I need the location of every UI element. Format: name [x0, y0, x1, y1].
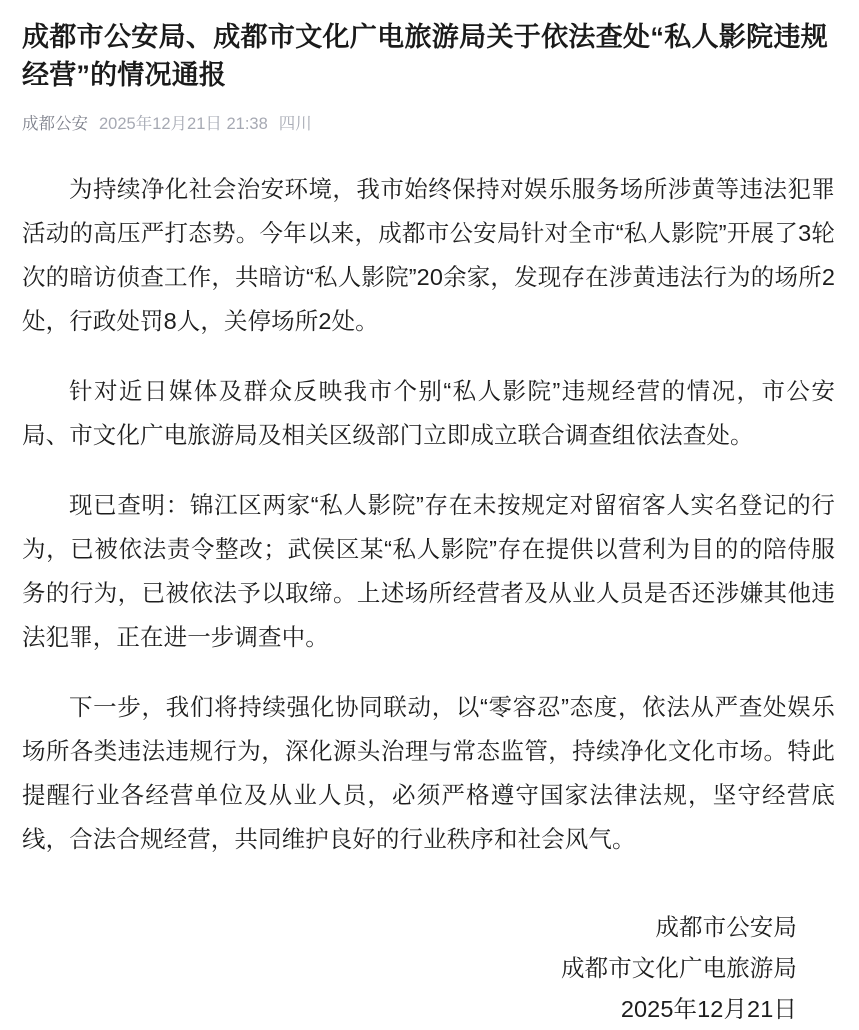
signature-org-secondary: 成都市文化广电旅游局 [561, 955, 797, 981]
article-body [22, 167, 835, 861]
byline [22, 113, 835, 135]
body-paragraph: 针对近日媒体及群众反映我市个别“私人影院”违规经营的情况，市公安局、市文化广电旅游局及相关区级部门立即成立联合调查组依法查处。 [22, 378, 835, 448]
signature-org-primary: 成都市公安局 [655, 914, 797, 940]
signature-block [22, 907, 835, 1030]
byline-location: 四川 [278, 115, 312, 133]
byline-datetime: 2025年12月21日 21:38 [99, 115, 268, 133]
body-paragraph: 为持续净化社会治安环境，我市始终保持对娱乐服务场所涉黄等违法犯罪活动的高压严打态势。今年以来，成都市公安局针对全市“私人影院”开展了3轮次的暗访侦查工作，共暗访“私人影院”20余家，发现存在涉黄违法行为的场所2处，行政处罚8人，关停场所2处。 [22, 176, 835, 334]
body-paragraph: 现已查明：锦江区两家“私人影院”存在未按规定对留宿客人实名登记的行为，已被依法责令整改；武侯区某“私人影院”存在提供以营利为目的的陪侍服务的行为，已被依法予以取缔。上述场所经营者及从业人员是否还涉嫌其他违法犯罪，正在进一步调查中。 [22, 492, 835, 650]
body-paragraph: 下一步，我们将持续强化协同联动，以“零容忍”态度，依法从严查处娱乐场所各类违法违规行为，深化源头治理与常态监管，持续净化文化市场。特此提醒行业各经营单位及从业人员，必须严格遵守国家法律法规，坚守经营底线，合法合规经营，共同维护良好的行业秩序和社会风气。 [22, 694, 835, 852]
byline-source[interactable]: 成都公安 [22, 115, 88, 133]
page-title: 成都市公安局、成都市文化广电旅游局关于依法查处“私人影院违规经营”的情况通报 [22, 22, 828, 90]
signature-date: 2025年12月21日 [620, 996, 797, 1022]
